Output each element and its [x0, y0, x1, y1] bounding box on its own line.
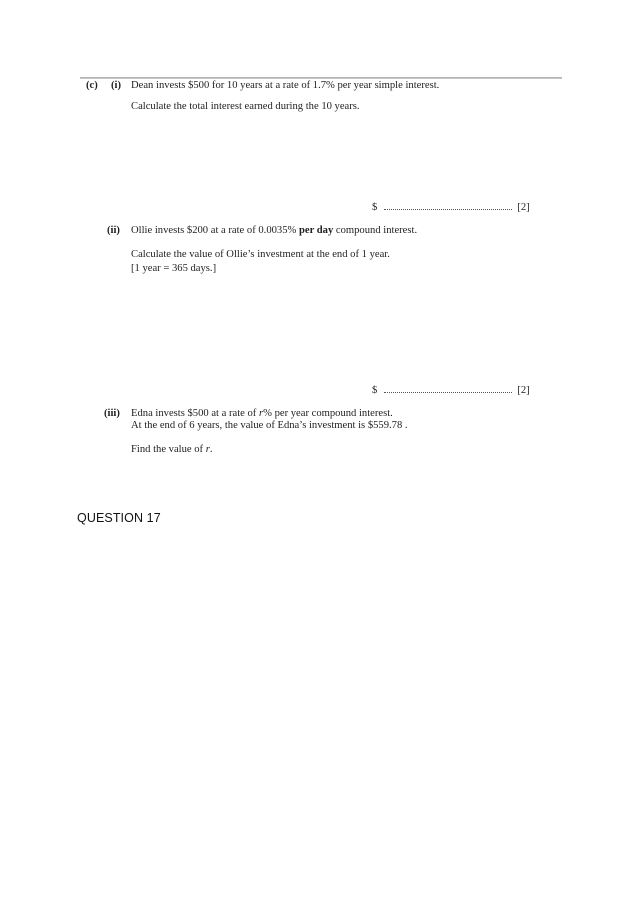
subpart-iii-label: (iii)	[104, 408, 120, 419]
answer-line-ii	[372, 384, 530, 397]
subpart-iii-task	[131, 444, 213, 456]
top-divider	[80, 77, 562, 79]
subpart-i-stem: Dean invests $500 for 10 years at a rate of 1.7% per year simple interest.	[131, 80, 440, 91]
subpart-iii-task-text: Find the value of	[131, 444, 206, 455]
subpart-ii-stem-emphasis: per day	[299, 225, 334, 236]
subpart-ii-task-line2: [1 year = 365 days.]	[131, 263, 217, 274]
answer-currency-i: $	[372, 202, 378, 213]
subpart-i-label: (i)	[111, 80, 121, 91]
subpart-ii-stem	[131, 225, 417, 237]
subpart-i-task: Calculate the total interest earned during the 10 years.	[131, 101, 360, 112]
subpart-iii-stem-tail: % per year compound interest.	[263, 408, 393, 419]
answer-currency-ii: $	[372, 385, 378, 396]
marks-ii: [2]	[517, 385, 530, 396]
subpart-ii-stem-tail: compound interest.	[333, 225, 418, 236]
subpart-ii-task-line1: Calculate the value of Ollie’s investment at the end of 1 year.	[131, 249, 390, 260]
answer-blank-i[interactable]	[384, 201, 512, 210]
answer-blank-ii[interactable]	[384, 384, 512, 393]
question-heading: QUESTION 17	[77, 511, 161, 525]
subpart-ii-label: (ii)	[107, 225, 120, 236]
subpart-iii-variable: r	[258, 408, 264, 419]
subpart-iii-task-variable: r	[205, 444, 210, 455]
subpart-iii-stem-text: Edna invests $500 at a rate of	[131, 408, 259, 419]
subpart-ii-stem-text: Ollie invests $200 at a rate of 0.0035%	[131, 225, 299, 236]
answer-line-i	[372, 201, 530, 214]
marks-i: [2]	[517, 202, 530, 213]
subpart-iii-task-period: .	[209, 444, 213, 455]
subpart-iii-stem-line1	[131, 408, 393, 420]
subpart-iii-stem-line2: At the end of 6 years, the value of Edna’s investment is $559.78 .	[131, 420, 408, 431]
part-c-label: (c)	[86, 80, 98, 91]
